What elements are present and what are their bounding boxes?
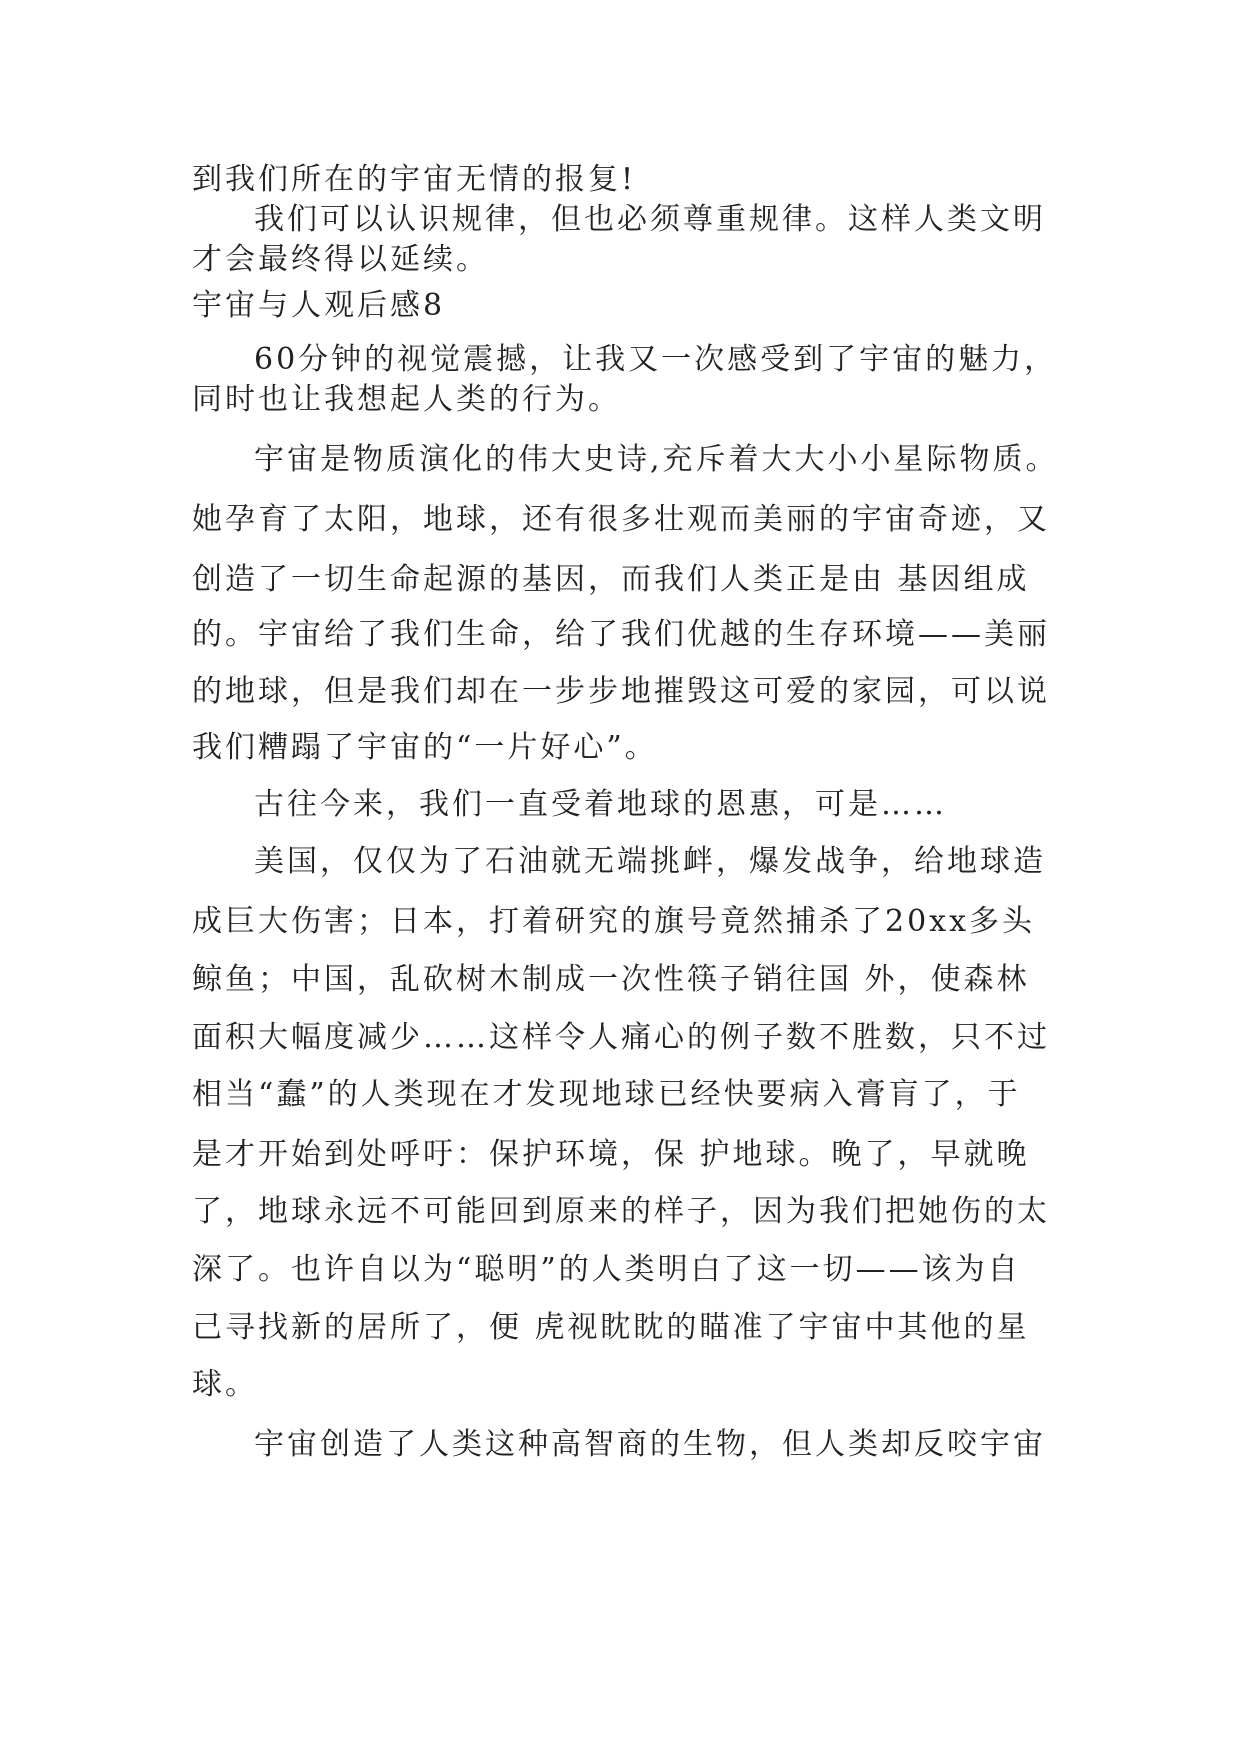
text-line: 到我们所在的宇宙无情的报复! (192, 162, 637, 197)
text-line: 深了。也许自以为“聪明”的人类明白了这一切——该为自 (192, 1252, 1021, 1287)
text-line: 才会最终得以延续。 (192, 242, 489, 277)
paragraph-first-line: 我们可以认识规律，但也必须尊重规律。这样人类文明 (254, 202, 1046, 237)
text-line: 己寻找新的居所了，便 虎视眈眈的瞄准了宇宙中其他的星 (192, 1310, 1030, 1345)
section-heading: 宇宙与人观后感8 (192, 288, 446, 323)
text-line: 我们糟蹋了宇宙的“一片好心”。 (192, 730, 658, 765)
paragraph-first-line: 古往今来，我们一直受着地球的恩惠，可是…… (254, 787, 947, 822)
paragraph-first-line: 宇宙创造了人类这种高智商的生物，但人类却反咬宇宙 (254, 1427, 1046, 1462)
paragraph-first-line: 宇宙是物质演化的伟大史诗,充斥着大大小小星际物质。 (254, 442, 1059, 477)
text-line: 的地球，但是我们却在一步步地摧毁这可爱的家园，可以说 (192, 674, 1050, 709)
text-line: 鲸鱼；中国，乱砍树木制成一次性筷子销往国 外，使森林 (192, 962, 1030, 997)
text-line: 面积大幅度减少……这样令人痛心的例子数不胜数，只不过 (192, 1020, 1050, 1055)
text-line: 球。 (192, 1367, 258, 1402)
paragraph-first-line: 美国，仅仅为了石油就无端挑衅，爆发战争，给地球造 (254, 844, 1046, 879)
paragraph-first-line: 60分钟的视觉震撼，让我又一次感受到了宇宙的魅力， (254, 342, 1058, 377)
text-line: 是才开始到处呼吁：保护环境，保 护地球。晚了，早就晚 (192, 1137, 1030, 1172)
text-line: 了，地球永远不可能回到原来的样子，因为我们把她伤的太 (192, 1194, 1050, 1229)
text-line: 创造了一切生命起源的基因，而我们人类正是由 基因组成 (192, 562, 1030, 597)
text-line: 她孕育了太阳，地球，还有很多壮观而美丽的宇宙奇迹，又 (192, 502, 1050, 537)
text-line: 同时也让我想起人类的行为。 (192, 382, 621, 417)
text-line: 的。宇宙给了我们生命，给了我们优越的生存环境——美丽 (192, 617, 1050, 652)
text-line: 成巨大伤害；日本，打着研究的旗号竟然捕杀了20xx多头 (192, 904, 1036, 939)
text-line: 相当“蠢”的人类现在才发现地球已经快要病入膏肓了，于 (192, 1077, 1021, 1112)
